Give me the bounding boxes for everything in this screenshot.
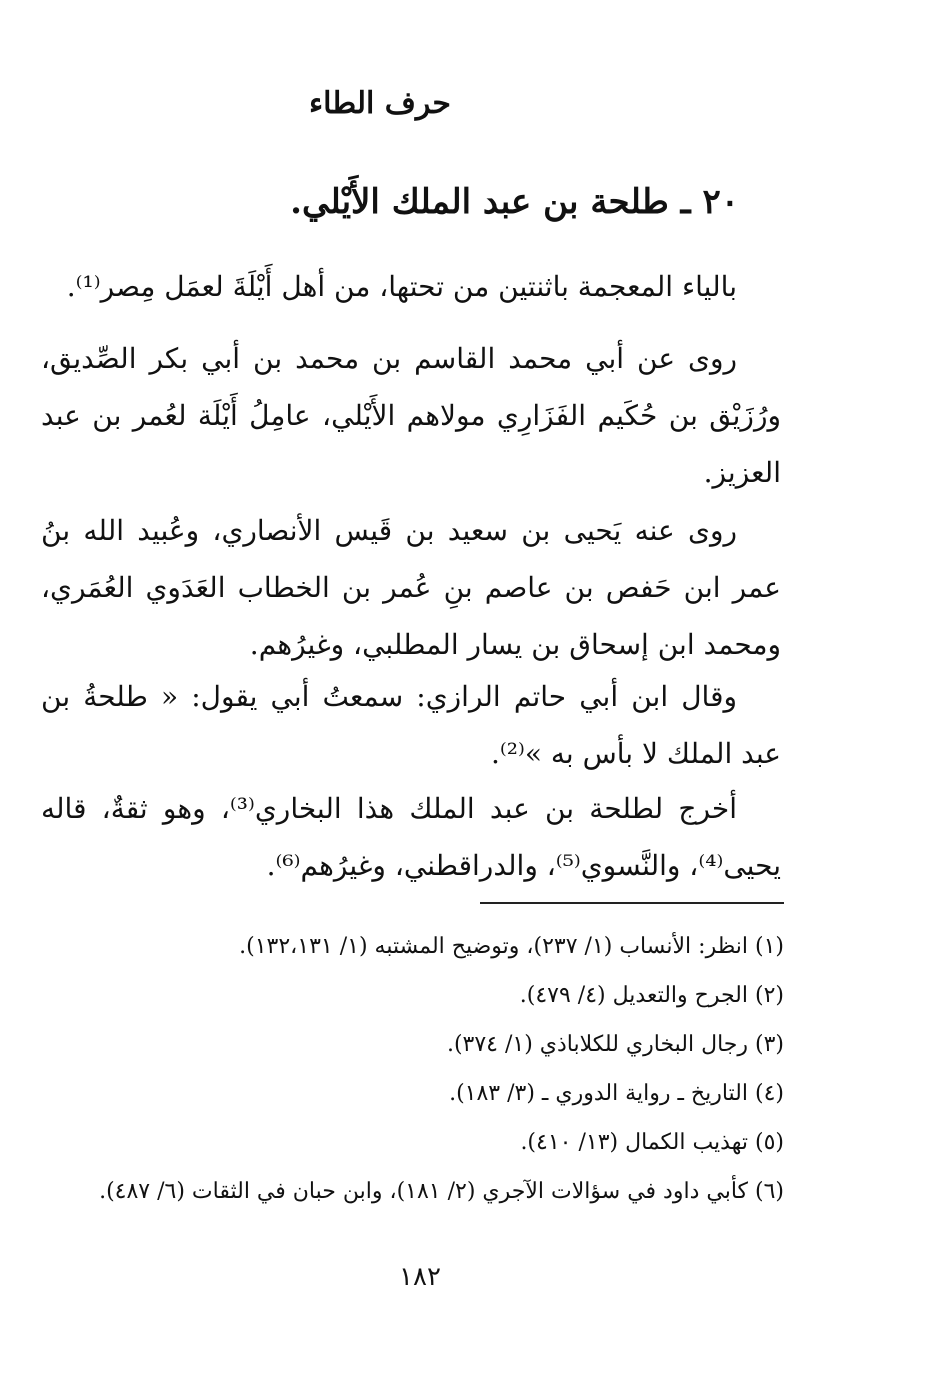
paragraph-text: أخرج لطلحة بن عبد الملك هذا البخاري⁽³⁾، وهو ثقةٌ، قاله يحيى⁽⁴⁾، والنَّسوي⁽⁵⁾، والدراقطني، وغيرُهم⁽⁶⁾. [41,792,781,882]
footnote-item: (٦) كأبي داود في سؤالات الآجري (٢/ ١٨١)، وابن حبان في الثقات (٦/ ٤٨٧). [99,1179,784,1204]
paragraph-nisba [41,258,781,315]
paragraph-grading [41,780,781,894]
paragraph-teachers [41,330,781,501]
page-number: ١٨٢ [399,1262,441,1292]
footnote-item: (١) انظر: الأنساب (١/ ٢٣٧)، وتوضيح المشتبه (١/ ١٣٢،١٣١). [239,934,784,959]
paragraph-abu-hatim-quote [41,668,781,782]
chapter-title: حرف الطاء [309,86,451,121]
footnote-item: (٤) التاريخ ـ رواية الدوري ـ (٣/ ١٨٣). [449,1081,784,1106]
paragraph-text: وقال ابن أبي حاتم الرازي: سمعتُ أبي يقول: « طلحةُ بن عبد الملك لا بأس به »⁽²⁾. [41,680,781,770]
paragraph-text: روى عنه يَحيى بن سعيد بن قَيس الأنصاري، وعُبيد الله بنُ عمر ابن حَفص بن عاصم بنِ عُمر بن الخطاب العَدَوي العُمَري، ومحمد ابن إسحاق بن يسار المطلبي، وغيرُهم. [41,514,781,661]
paragraph-students [41,502,781,673]
footnotes [24,922,784,1216]
footnote-item: (٢) الجرح والتعديل (٤/ ٤٧٩). [519,983,784,1008]
footnote-item: (٣) رجال البخاري للكلاباذي (١/ ٣٧٤). [446,1032,784,1057]
footnote-separator [480,902,784,904]
paragraph-text: روى عن أبي محمد القاسم بن محمد بن أبي بكر الصِّديق، ورُزَيْق بن حُكَيم الفَزَارِي مولاهم الأَيْلي، عامِلُ أَيْلَة لعُمر بن عبد العزيز. [41,342,781,489]
entry-heading: ٢٠ ـ طلحة بن عبد الملك الأَيْلي. [290,182,739,222]
footnote-item: (٥) تهذيب الكمال (١٣/ ٤١٠). [520,1130,784,1155]
paragraph-text: بالياء المعجمة باثنتين من تحتها، من أهل أَيْلَةَ لعمَل مِصر⁽¹⁾. [66,270,737,303]
